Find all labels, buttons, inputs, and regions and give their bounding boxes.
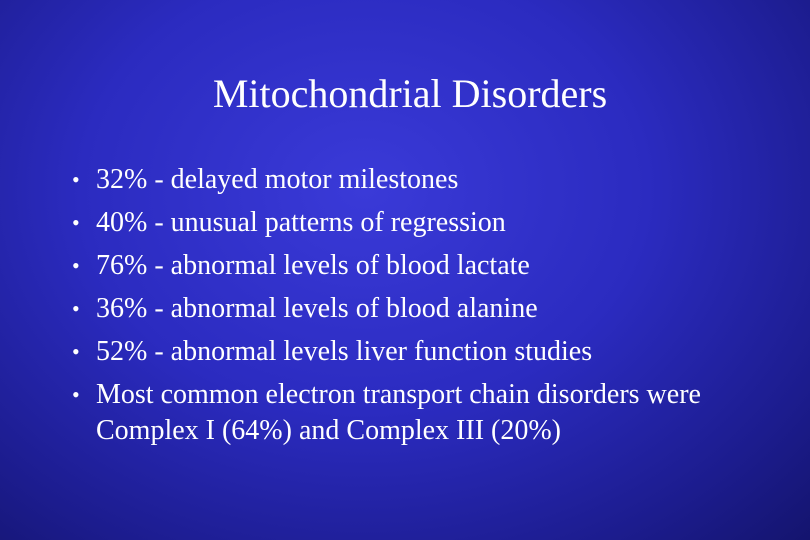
list-item <box>72 377 792 449</box>
bullet-text: 40% - unusual patterns of regression <box>96 207 506 238</box>
bullet-text: 32% - delayed motor milestones <box>96 164 459 195</box>
list-item <box>72 248 792 284</box>
bullet-text: Most common electron transport chain disorders were Complex I (64%) and Complex III (20%) <box>96 379 701 446</box>
bullet-icon: • <box>72 167 80 192</box>
bullet-text: 52% - abnormal levels liver function studies <box>96 336 593 367</box>
bullet-icon: • <box>72 253 80 278</box>
bullet-text: 76% - abnormal levels of blood lactate <box>96 250 530 281</box>
bullet-text: 36% - abnormal levels of blood alanine <box>96 293 538 324</box>
list-item <box>72 205 792 241</box>
list-item <box>72 162 792 198</box>
list-item <box>72 291 792 327</box>
slide-title: Mitochondrial Disorders <box>212 71 608 116</box>
bullet-list <box>72 162 792 456</box>
list-item <box>72 334 792 370</box>
bullet-icon: • <box>72 382 80 407</box>
bullet-icon: • <box>72 210 80 235</box>
bullet-icon: • <box>72 339 80 364</box>
bullet-icon: • <box>72 296 80 321</box>
